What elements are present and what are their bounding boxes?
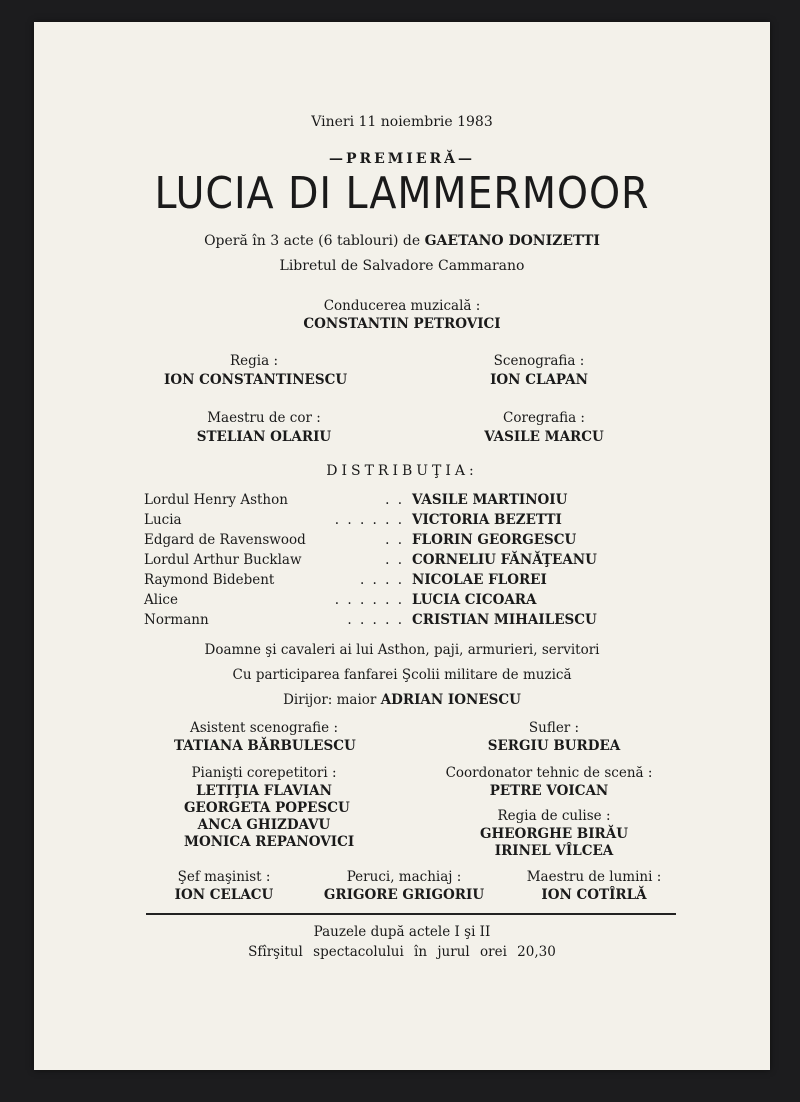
band-conductor-name: ADRIAN IONESCU <box>380 692 521 708</box>
libretto-credit: Libretul de Salvadore Cammarano <box>279 258 525 274</box>
asst-set-name: TATIANA BĂRBULESCU <box>174 738 356 754</box>
pianist-name: MONICA REPANOVICI <box>184 834 355 850</box>
band-conductor-label: Dirijor: maior <box>283 692 377 708</box>
lights-label: Maestru de lumini : <box>526 869 662 885</box>
stage-manager-name: GHEORGHE BIRĂU <box>479 826 629 842</box>
choreography-name: VASILE MARCU <box>484 429 604 445</box>
cast-role: Raymond Bidebent <box>144 572 275 588</box>
composer-name: GAETANO DONIZETTI <box>424 233 600 249</box>
pianist-name: ANCA GHIZDAVU <box>197 817 331 833</box>
choreography-label: Coregrafia : <box>503 410 585 426</box>
cast-singer: CORNELIU FĂNĂŢEANU <box>412 552 597 568</box>
band-conductor <box>34 692 770 708</box>
opera-subtitle <box>34 233 770 249</box>
chorus-master-label: Maestru de cor : <box>207 410 321 426</box>
chorus-master-name: STELIAN OLARIU <box>196 429 332 445</box>
subtitle-prefix: Operă în 3 acte (6 tablouri) de <box>204 233 421 249</box>
extras-line: Doamne şi cavaleri ai lui Asthon, paji, armurieri, servitori <box>204 642 600 658</box>
cast-singer: VICTORIA BEZETTI <box>412 512 562 528</box>
performance-date: Vineri 11 noiembrie 1983 <box>311 114 493 130</box>
band-line: Cu participarea fanfarei Şcolii militare de muzică <box>232 667 572 683</box>
asst-set-label: Asistent scenografie : <box>189 720 339 736</box>
conductor-label: Conducerea muzicală : <box>323 298 481 314</box>
prompter-name: SERGIU BURDEA <box>487 738 621 754</box>
lights-name: ION COTÎRLĂ <box>541 887 647 903</box>
conductor-name: CONSTANTIN PETROVICI <box>303 316 501 332</box>
cast-singer: NICOLAE FLOREI <box>412 572 547 588</box>
tech-coordinator-name: PETRE VOICAN <box>489 783 609 799</box>
cast-dots: . . . . . . <box>334 512 404 528</box>
end-time-note: Sfîrşitul spectacolului în jurul orei 20,30 <box>248 944 556 960</box>
cast-heading: DISTRIBUŢIA: <box>326 463 478 479</box>
cast-singer: VASILE MARTINOIU <box>412 492 568 508</box>
cast-dots: . . <box>385 552 404 568</box>
cast-singer: FLORIN GEORGESCU <box>412 532 577 548</box>
cast-role: Lordul Henry Asthon <box>144 492 288 508</box>
makeup-name: GRIGORE GRIGORIU <box>323 887 485 903</box>
set-design-name: ION CLAPAN <box>490 372 588 388</box>
set-design-label: Scenografia : <box>493 353 585 369</box>
cast-role: Alice <box>144 592 178 608</box>
cast-dots: . . <box>385 492 404 508</box>
stage-manager-label: Regia de culise : <box>497 808 611 824</box>
divider-rule <box>146 913 676 915</box>
machinist-label: Şef maşinist : <box>177 869 271 885</box>
prompter-label: Sufler : <box>528 720 580 736</box>
director-name: ION CONSTANTINESCU <box>164 372 348 388</box>
opera-title: LUCIA DI LAMMERMOOR <box>154 168 650 219</box>
director-label: Regia : <box>229 353 278 369</box>
cast-role: Normann <box>144 612 209 628</box>
tech-coordinator-label: Coordonator tehnic de scenă : <box>445 765 653 781</box>
cast-singer: CRISTIAN MIHAILESCU <box>412 612 597 628</box>
cast-role: Lordul Arthur Bucklaw <box>144 552 302 568</box>
cast-role: Lucia <box>144 512 182 528</box>
cast-dots: . . . . . <box>347 612 404 628</box>
cast-singer: LUCIA CICOARA <box>412 592 537 608</box>
cast-dots: . . <box>385 532 404 548</box>
pianist-name: GEORGETA POPESCU <box>184 800 350 816</box>
cast-dots: . . . . . . <box>334 592 404 608</box>
intervals-note: Pauzele după actele I şi II <box>313 924 491 940</box>
pianist-name: LETIŢIA FLAVIAN <box>196 783 332 799</box>
machinist-name: ION CELACU <box>174 887 274 903</box>
premiere-label: —PREMIERĂ— <box>328 151 476 167</box>
cast-dots: . . . . <box>359 572 404 588</box>
cast-role: Edgard de Ravenswood <box>144 532 306 548</box>
programme-sheet <box>34 22 770 1070</box>
pianists-label: Pianişti corepetitori : <box>191 765 337 781</box>
stage-manager-name: IRINEL VÎLCEA <box>494 843 614 859</box>
makeup-label: Peruci, machiaj : <box>346 869 462 885</box>
